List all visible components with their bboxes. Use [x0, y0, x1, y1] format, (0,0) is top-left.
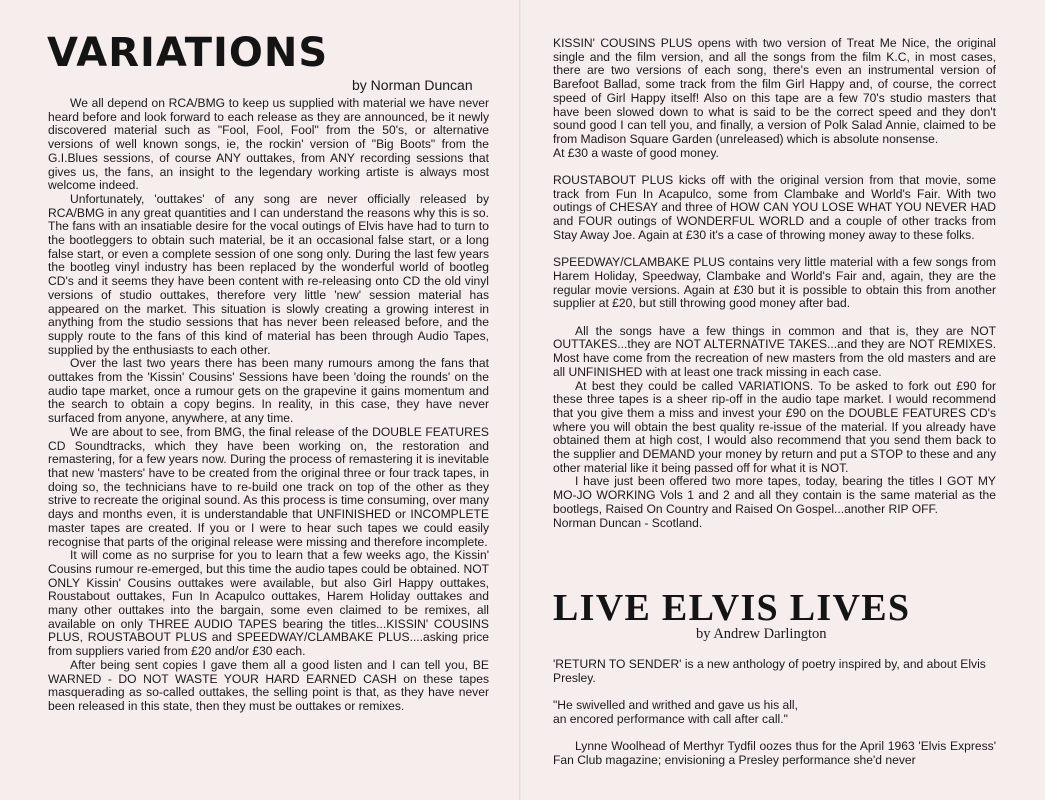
- article-body-live-elvis: [553, 658, 996, 768]
- paragraph: KISSIN' COUSINS PLUS opens with two version of Treat Me Nice, the original single and the film version, and all the songs from the film K.C, in most cases, there are two versions of each song, there's even an instrumental version of Barefoot Ballad, some track from the film Girl Happy and, of course, the correct speed of Girl Happy itself! Also on this tape are a few 70's studio masters that have been slowed down to what is said to be the correct speed and they don't sound good I can tell you, and finally, a version of Polk Salad Annie, claimed to be from Madison Square Garden (unreleased) which is absolute nonsense.: [553, 36, 996, 146]
- paragraph: After being sent copies I gave them all a good listen and I can tell you, BE WARNED - DO NOT WASTE YOUR HARD EARNED CASH on these tapes masquerading as so-called outtakes, the selling point is that, as they have never been released in this state, then they must be outtakes or remixes.: [48, 657, 489, 713]
- paragraph: ROUSTABOUT PLUS kicks off with the original version from that movie, some track from Fun In Acapulco, some from Clambake and World's Fair. With two outings of CHESAY and three of HOW CAN YOU LOSE WHAT YOU NEVER HAD and FOUR outings of WONDERFUL WORLD and a couple of other tracks from Stay Away Joe. Again at £30 it's a case of throwing money away to these folks.: [553, 173, 996, 242]
- article-title-live-elvis-lives: LIVE ELVIS LIVES: [553, 587, 911, 629]
- poem-line: "He swivelled and writhed and gave us his all,: [553, 698, 798, 713]
- paragraph: It will come as no surprise for you to learn that a few weeks ago, the Kissin' Cousins rumour re-emerged, but this time the audio tapes could be obtained. NOT ONLY Kissin' Cousins outtakes were available, but also Girl Happy outtakes, Roustabout outtakes, Fun In Acapulco outtakes, Harem Holiday outtakes and many other outtakes into the bargain, some even claimed to be remixes, all available on only THREE AUDIO TAPES bearing the titles...KISSIN' COUSINS PLUS, ROUSTABOUT PLUS and SPEEDWAY/CLAMBAKE PLUS....asking price from suppliers varied from £20 and/or £30 each.: [48, 548, 489, 659]
- byline-norman-duncan: by Norman Duncan: [352, 77, 473, 93]
- paragraph: We all depend on RCA/BMG to keep us supplied with material we have never heard before and look forward to each release as they are announced, be it newly discovered material such as "Fool, Fool, Fool" from the 50's, or alternative versions of well known songs, ie, the rockin' version of "Big Boots" from the G.I.Blues sessions, of course ANY outtakes, from ANY recording sessions that gives us, the fans, an insight to the legendary working artiste is always most welcome indeed.: [48, 96, 489, 193]
- paragraph: Unfortunately, 'outtakes' of any song are never officially released by RCA/BMG in any great quantities and I can understand the reasons why this is so. The fans with an insatiable desire for the vocal outings of Elvis have had to turn to the bootleggers to obtain such material, be it an occasional false start, or a long false start, or even a complete session of one song only. During the last few years the bootleg vinyl industry has been replaced by the wonderful world of bootleg CD's and it seems they have been content with re-releasing onto CD the old vinyl versions of studio outtakes, therefore very little 'new' session material has appeared on the market. This situation is slowly creating a growing interest in anything from the studio sessions that has never been released before, and the supply route to the fans of this kind of material has been through Audio Tapes, supplied by the enthusiasts to each other.: [48, 191, 489, 357]
- poem-line: an encored performance with call after call.": [553, 711, 788, 726]
- paragraph: Lynne Woolhead of Merthyr Tydfil oozes thus for the April 1963 'Elvis Express' Fan Club magazine; envisioning a Presley performance she'd never: [553, 739, 996, 767]
- left-page: [0, 0, 521, 800]
- article-body-left: [48, 97, 489, 714]
- article-body-right: [553, 37, 996, 530]
- paragraph: We are about to see, from BMG, the final release of the DOUBLE FEATURES CD Soundtracks, which they have been working on, the restoration and remastering, for a few years now. During the process of remastering it is inevitable that new 'masters' have to be created from the original three or four track tapes, in doing so, the technicians have to re-build one track on top of the other as they strive to recreate the original sound. As this process is time consuming, over many days and months even, it is understandable that UNFINISHED or INCOMPLETE master tapes are created. If you or I were to hear such tapes we could easily recognise that parts of the original release were missing and therefore incomplete.: [48, 424, 489, 549]
- paragraph: SPEEDWAY/CLAMBAKE PLUS contains very little material with a few songs from Harem Holiday, Speedway, Clambake and World's Fair and, again, they are the regular movie versions. Again at £30 but it is possible to obtain this from another supplier at £20, but still throwing good money after bad.: [553, 255, 996, 311]
- byline-andrew-darlington: by Andrew Darlington: [696, 626, 827, 642]
- paragraph: At £30 a waste of good money.: [553, 145, 719, 160]
- paragraph: At best they could be called VARIATIONS. To be asked to fork out £90 for these three tapes is a sheer rip-off in the audio tape market. I would recommend that you give them a miss and invest your £90 on the DOUBLE FEATURES CD's where you will obtain the best quality re-issue of the material. If you already have obtained them at high cost, I would also recommend that you send them back to the supplier and DEMAND your money by return and put a STOP to these and any other material like it being passed off for what it is NOT.: [553, 378, 996, 475]
- paragraph: Over the last two years there has been many rumours among the fans that outtakes from the 'Kissin' Cousins' Sessions have been 'doing the rounds' on the audio tape market, once a rumour gets on the grapevine it gains momentum and the search to obtain a copy begins. In reality, in this case, they have never surfaced from anyone, anywhere, at any time.: [48, 356, 489, 426]
- paragraph: 'RETURN TO SENDER' is a new anthology of poetry inspired by, and about Elvis Presley.: [553, 657, 986, 685]
- paragraph: All the songs have a few things in common and that is, they are NOT OUTTAKES...they are NOT ALTERNATIVE TAKES...and they are NOT REMIXES. Most have come from the recreation of new masters from the old masters and are all UNFINISHED with at least one track missing in each case.: [553, 323, 996, 379]
- article-title-variations: VARIATIONS: [47, 30, 329, 76]
- signature-line: Norman Duncan - Scotland.: [553, 515, 703, 530]
- right-page: [523, 0, 1045, 800]
- paragraph: I have just been offered two more tapes, today, bearing the titles I GOT MY MO-JO WORKING Vols 1 and 2 and all they contain is the same material as the bootlegs, Raised On Country and Raised On Gospel...another RIP OFF.: [553, 474, 996, 516]
